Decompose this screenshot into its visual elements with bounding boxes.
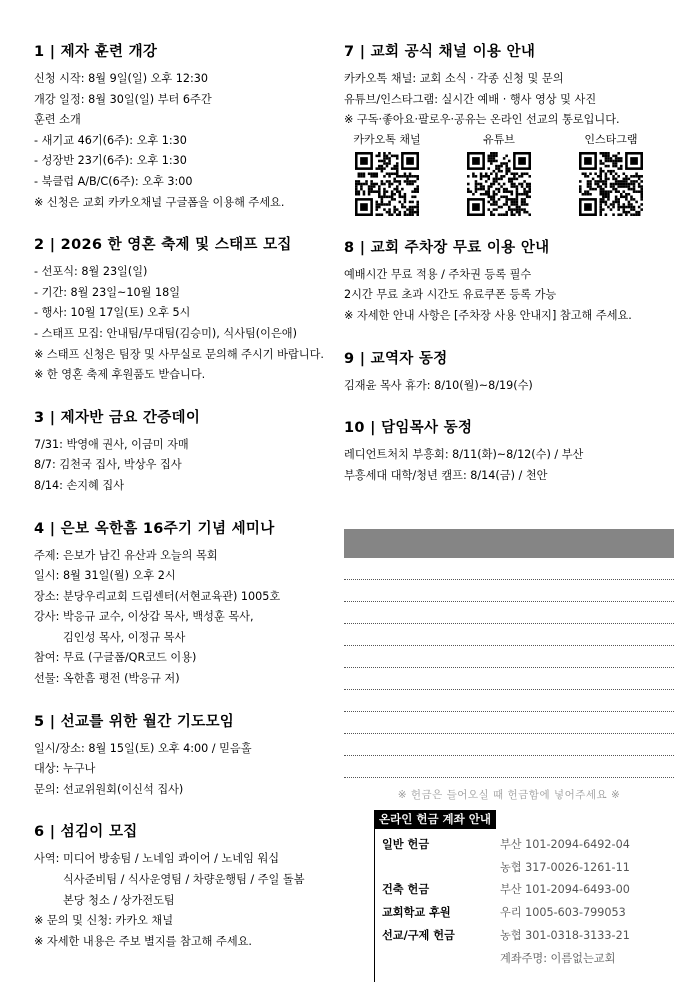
section-line: 카카오톡 채널: 교회 소식 · 각종 신청 및 문의 [344,72,564,85]
account-row [382,879,674,902]
section-line: 일시: 8월 31일(월) 오후 2시 [34,569,176,583]
note-line [344,602,674,624]
section-line: 유튜브/인스타그램: 실시간 예배 · 행사 영상 및 사진 [344,92,597,106]
section-line: - 성장반 23기(6주): 오후 1:30 [34,154,187,168]
section-line: - 새기교 46기(6주): 오후 1:30 [34,133,187,147]
account-number: 계좌주명: 이름없는교회 [500,951,616,965]
left-column [34,40,344,972]
account-label: 교회학교 후원 [382,906,451,920]
note-line [344,734,674,756]
section-line: 장소: 분당우리교회 드림센터(서현교육관) 1005호 [34,589,281,603]
section-line: 선물: 옥한흠 평전 (박응규 저) [34,672,180,686]
section-line: - 북클럽 A/B/C(6주): 오후 3:00 [34,174,193,188]
section-line: - 선포식: 8월 23일(일) [34,265,148,279]
section-line: 식사준비팀 / 식사운영팀 / 차량운행팀 / 주일 돌봄 [63,873,305,887]
account-label [382,948,500,971]
section-line: - 스태프 모집: 안내팀/무대팀(김승미), 식사팀(이은애) [34,326,297,340]
note-line [344,580,674,602]
section-line: 본당 청소 / 상가전도팀 [63,893,175,907]
account-row [382,902,674,925]
notice-section [344,40,679,216]
notice-section [34,710,344,801]
section-title: 6 | 섬김이 모집 [34,824,138,841]
section-line: 대상: 누구나 [34,762,96,776]
section-line: ※ 자세한 내용은 주보 별지를 참고해 주세요. [34,934,252,948]
account-number: 부산 101-2094-6493-00 [500,883,630,897]
account-label: 일반 헌금 [382,838,430,851]
section-line: - 행사: 10월 17일(토) 오후 5시 [34,306,191,320]
notes-header-bar [344,529,674,558]
section-line: 참여: 무료 (구글폼/QR코드 이용) [34,651,197,665]
section-line: - 기간: 8월 23일~10월 18일 [34,285,181,299]
section-title: 8 | 교회 주차장 무료 이용 안내 [344,239,550,256]
qr-code-label: 인스타그램 [584,132,638,146]
note-line [344,712,674,734]
section-line: 7/31: 박영애 권사, 이금미 자매 [34,437,189,451]
section-title: 10 | 담임목사 동정 [344,420,473,437]
account-row [382,834,674,857]
section-title: 5 | 선교를 위한 월간 기도모임 [34,713,235,730]
section-line: 레디언트처치 부흥회: 8/11(화)~8/12(수) / 부산 [344,448,584,462]
note-line [344,624,674,646]
qr-code-row [344,132,654,216]
account-title: 온라인 헌금 계좌 안내 [374,810,496,829]
section-line: 김인성 목사, 이정규 목사 [63,630,186,644]
note-line [344,756,674,778]
account-row [382,948,674,971]
note-line [344,558,674,580]
qr-code-label: 유튜브 [483,132,515,146]
section-line: ※ 한 영혼 축제 후원품도 받습니다. [34,368,206,382]
right-column [344,40,679,506]
notice-section [34,233,344,386]
account-label [382,857,500,880]
section-title: 9 | 교역자 동정 [344,350,448,367]
account-number: 농협 317-0026-1261-11 [500,860,630,874]
section-line: 예배시간 무료 적용 / 주차권 등록 필수 [344,267,532,281]
notes-area [344,529,674,802]
section-line: 8/7: 김천국 집사, 박상우 집사 [34,458,182,472]
offering-notice: ※ 헌금은 들어오실 때 헌금함에 넣어주세요 ※ [397,789,621,801]
section-line: ※ 구독·좋아요·팔로우·공유는 온라인 선교의 통로입니다. [344,113,620,127]
qr-code-item[interactable] [344,132,430,216]
account-box-border [374,826,375,982]
notice-section [34,40,344,213]
qr-code-icon[interactable] [344,152,430,216]
note-line [344,646,674,668]
notice-section [344,236,679,327]
account-list [374,834,674,970]
section-line: 사역: 미디어 방송팀 / 노네임 콰이어 / 노네임 워십 [34,852,280,866]
section-line: 일시/장소: 8월 15일(토) 오후 4:00 / 믿음홀 [34,741,252,755]
account-label: 건축 헌금 [382,883,430,897]
section-line: 주제: 은보가 남긴 유산과 오늘의 목회 [34,548,218,562]
qr-code-item[interactable] [568,132,654,216]
account-row [382,857,674,880]
section-title: 2 | 2026 한 영혼 축제 및 스태프 모집 [34,237,292,254]
section-line: ※ 자세한 안내 사항은 [주차장 사용 안내지] 참고해 주세요. [344,308,632,322]
account-number: 농협 301-0318-3133-21 [500,928,630,942]
qr-code-icon[interactable] [456,152,542,216]
section-line: 김재윤 목사 휴가: 8/10(월)~8/19(수) [344,378,533,392]
section-line: 훈련 소개 [34,113,81,127]
section-line: 2시간 무료 초과 시간도 유료쿠폰 등록 가능 [344,288,557,302]
notice-section [344,347,679,397]
section-line: ※ 스태프 신청은 팀장 및 사무실로 문의해 주시기 바랍니다. [34,347,324,361]
section-line: 8/14: 손지혜 집사 [34,478,125,492]
section-line: 강사: 박응규 교수, 이상갑 목사, 백성훈 목사, [34,610,254,624]
section-line: ※ 신청은 교회 카카오채널 구글폼을 이용해 주세요. [34,195,285,209]
notice-section [34,517,344,690]
qr-code-item[interactable] [456,132,542,216]
note-line [344,668,674,690]
notice-section [34,406,344,497]
account-number: 우리 1005-603-799053 [500,906,626,920]
note-line [344,690,674,712]
account-row [382,925,674,948]
qr-code-icon[interactable] [568,152,654,216]
section-line: 개강 일정: 8월 30일(일) 부터 6주간 [34,92,212,106]
section-line: 문의: 선교위원회(이신석 집사) [34,782,184,796]
notice-section [34,820,344,952]
account-number: 부산 101-2094-6492-04 [500,838,630,851]
notice-section [344,416,679,486]
section-title: 1 | 제자 훈련 개강 [34,44,158,60]
section-line: ※ 문의 및 신청: 카카오 채널 [34,914,173,928]
section-line: 부흥세대 대학/청년 캠프: 8/14(금) / 천안 [344,468,548,482]
account-label: 선교/구제 헌금 [382,928,455,942]
section-title: 7 | 교회 공식 채널 이용 안내 [344,44,536,60]
section-line: 신청 시작: 8월 9일(일) 오후 12:30 [34,72,209,85]
section-title: 4 | 은보 옥한흠 16주기 기념 세미나 [34,520,275,537]
online-offering-accounts [374,808,674,970]
qr-code-label: 카카오톡 채널 [353,132,421,146]
section-title: 3 | 제자반 금요 간증데이 [34,409,201,426]
